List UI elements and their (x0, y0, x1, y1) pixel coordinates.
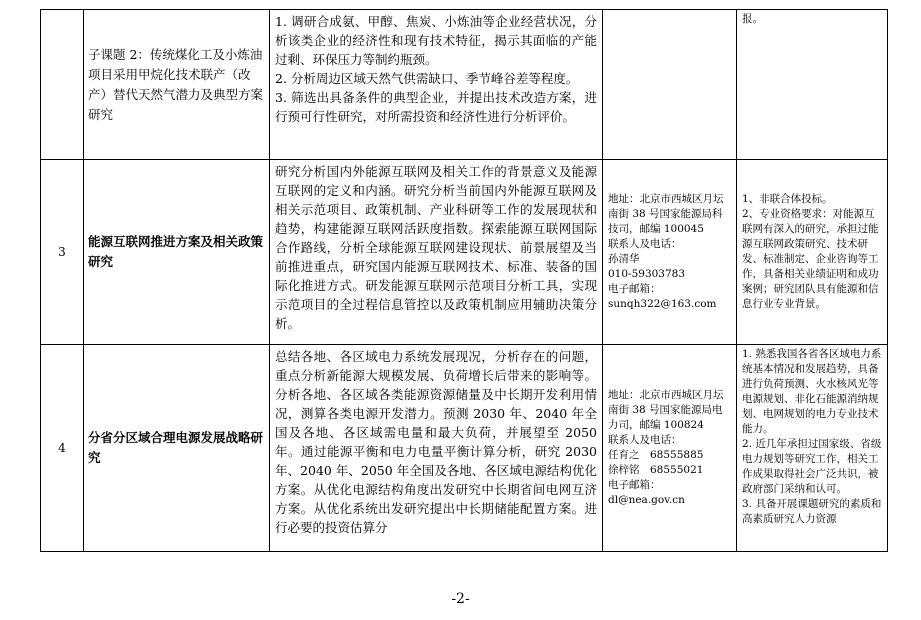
requirement-item: 1、非联合体投标。 (742, 193, 833, 205)
row-index-cell: 3 (41, 160, 84, 345)
contact-cell (603, 10, 737, 160)
project-table (40, 9, 888, 552)
email-address: sunqh322@163.com (608, 298, 717, 310)
contact-label: 联系人及电话： (608, 434, 682, 446)
email-label: 电子邮箱： (608, 479, 661, 491)
topic-cell: 分省分区域合理电源发展战略研究 (84, 345, 270, 552)
contact-address: 地址：北京市西城区月坛南街 38 号国家能源局科技司，邮编 100045 (608, 193, 724, 235)
table-row (41, 10, 888, 160)
content-paragraph: 1. 调研合成氨、甲醇、焦炭、小炼油等企业经营状况，分析该类企业的经济性和现有技术特征，揭示其面临的产能过剩、环保压力等制约瓶颈。 (275, 14, 597, 67)
requirements-cell (737, 345, 888, 552)
requirement-item: 报。 (742, 13, 763, 25)
content-cell (270, 160, 603, 345)
content-cell (270, 345, 603, 552)
table-row (41, 160, 888, 345)
email-label: 电子邮箱： (608, 283, 661, 295)
contact-cell (603, 160, 737, 345)
requirement-item: 2. 近几年承担过国家级、省级电力规划等研究工作，相关工作成果取得社会广泛共识，被政府部门采纳和认可。 (742, 438, 882, 495)
content-paragraph: 2. 分析周边区域天然气供需缺口、季节峰谷差等程度。 (275, 71, 579, 86)
topic-cell: 能源互联网推进方案及相关政策研究 (84, 160, 270, 345)
topic-cell: 子课题 2：传统煤化工及小炼油项目采用甲烷化技术联产（改产）替代天然气潜力及典型方案研究 (84, 10, 270, 160)
project-table-page (40, 9, 882, 555)
contact-address: 地址：北京市西城区月坛南街 38 号国家能源局电力司，邮编 100824 (608, 389, 724, 431)
requirements-cell (737, 160, 888, 345)
email-address: dl@nea.gov.cn (608, 494, 685, 506)
contact-label: 联系人及电话： (608, 238, 682, 250)
content-cell (270, 10, 603, 160)
contact-phone: 010-59303783 (608, 268, 686, 280)
requirement-item: 3. 具备开展课题研究的素质和高素质研究人力资源 (742, 498, 882, 525)
page-number: -2- (451, 591, 470, 607)
requirements-cell (737, 10, 888, 160)
content-paragraph: 3. 筛选出具备条件的典型企业，并提出技术改造方案，进行预可行性研究，对所需投资和经济性进行分析评价。 (275, 90, 597, 124)
contact-cell (603, 345, 737, 552)
table-row (41, 345, 888, 552)
row-index-cell: 4 (41, 345, 84, 552)
requirement-item: 2、专业资格要求：对能源互联网有深入的研究，承担过能源互联网政策研究、技术研发、标准制定、企业咨询等工作，具备相关业绩证明和成功案例；研究团队具有能源和信息行业专业背景。 (742, 208, 879, 310)
requirement-item: 1. 熟悉我国各省各区域电力系统基本情况和发展趋势，具备进行负荷预测、火水核风光等电源规划、非化石能源消纳规划、电网规划的电力专业技术能力。 (742, 348, 882, 435)
content-paragraph: 研究分析国内外能源互联网及相关工作的背景意义及能源互联网的定义和内涵。研究分析当前国内外能源互联网及相关示范项目、政策机制、产业科研等工作的发展现状和趋势，构建能源互联网活跃度指数。探索能源互联网国际合作路线，分析全球能源互联网建设现状、前景展望及当前推进重点，研究国内能源互联网技术、标准、装备的国际化推进方式。研发能源互联网示范项目分析工具，实现示范项目的全过程信息管控以及政策机制应用辅助决策分析。 (275, 164, 597, 331)
contact-person: 任育之 68555885 (608, 449, 704, 461)
contact-person: 孙清华 (608, 253, 640, 265)
row-index-cell (41, 10, 84, 160)
content-paragraph: 总结各地、各区域电力系统发展现况，分析存在的问题，重点分析新能源大规模发展、负荷增长后带来的影响等。分析各地、各区域各类能源资源储量及中长期开发利用情况，测算各类电源开发潜力。预测 2030 年、2040 年全国及各地、各区域需电量和最大负荷，并展望至 2050 年。通过能源平衡和电力电量平衡计算分析，研究 2030 年、2040 年、2050 年全国及各地、各区域电源结构优化方案。从优化电源结构角度出发研究中长期省间电网互济方案。从优化系统出发研究提出中长期储能配置方案。进行必要的投资估算分 (275, 349, 597, 535)
contact-person: 徐梓铭 68555021 (608, 464, 704, 476)
